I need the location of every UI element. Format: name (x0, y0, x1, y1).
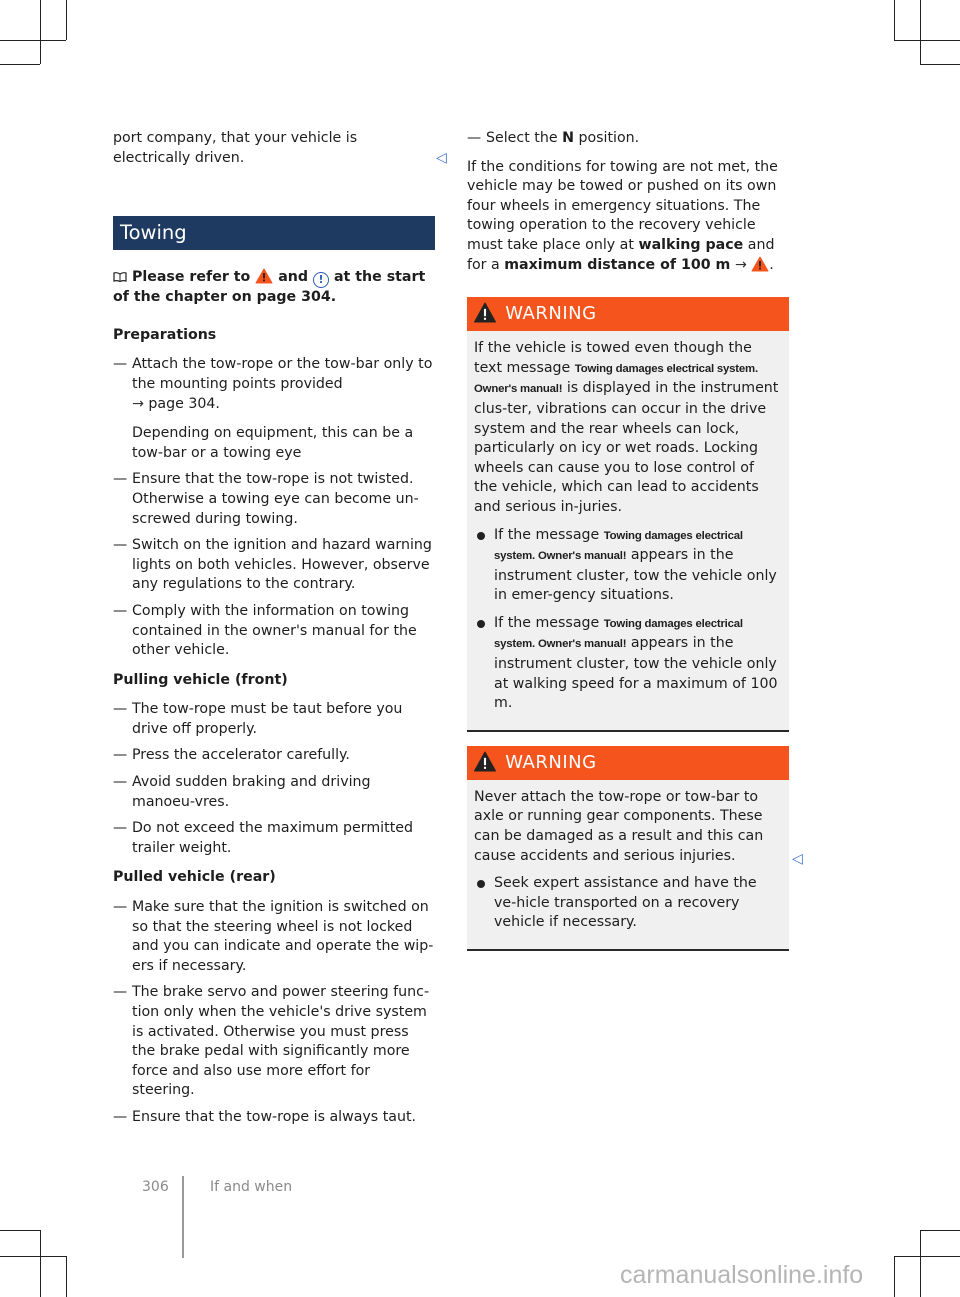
list-item: — Switch on the ignition and hazard warning lights on both vehicles. However, observe any regulations to the contrary. (113, 536, 435, 595)
reference-note: Please refer to and ! at the start of the chapter on page 304. (113, 269, 426, 306)
warning-bullet-list (474, 874, 781, 933)
warning-box (467, 746, 789, 951)
footer-divider (182, 1176, 184, 1258)
warning-triangle-icon (473, 302, 497, 323)
preparations-list (113, 355, 435, 660)
crop-mark (894, 1256, 960, 1257)
list-item: — Ensure that the tow-rope is always taut. (113, 1108, 435, 1128)
crop-mark (894, 1256, 895, 1297)
list-item: If the message Towing damages electrical system. Owner's manual! appears in the instrument cluster, tow the vehicle only at walking speed for a maximum of 100 m. (474, 614, 781, 714)
page-number: 306 (142, 1179, 169, 1195)
warning-triangle-icon (751, 256, 769, 272)
crop-mark (894, 40, 960, 41)
crop-mark (920, 1230, 921, 1297)
list-item: — Attach the tow-rope or the tow-bar only to the mounting points provided → page 304. Depending on equipment, this can be a tow-bar or a towing eye (113, 355, 435, 463)
list-item: — Press the accelerator carefully. (113, 746, 435, 766)
left-column (113, 129, 435, 1138)
crop-mark (40, 1230, 41, 1297)
warning-header (467, 297, 789, 331)
crop-mark (920, 1230, 960, 1231)
book-icon (113, 272, 127, 282)
section-end-icon: ◁ (792, 851, 803, 867)
section-end-icon: ◁ (436, 150, 447, 166)
warning-box (467, 297, 789, 732)
arrow-right-icon: → (734, 256, 747, 273)
right-column (467, 129, 789, 965)
warning-title: WARNING (505, 751, 597, 773)
preparations-heading: Preparations (113, 326, 217, 343)
warning-triangle-icon (473, 751, 497, 772)
crop-mark (40, 0, 41, 64)
list-item: If the message Towing damages electrical system. Owner's manual! appears in the instrument cluster, tow the vehicle only in emer-gency situations. (474, 526, 781, 606)
section-heading (113, 216, 435, 250)
watermark: carmanualsonline.info (620, 1261, 864, 1289)
crop-mark (0, 1256, 66, 1257)
warning-body (467, 780, 789, 949)
list-item: — The brake servo and power steering func-tion only when the vehicle's drive system is activated. Otherwise you must press the brake pedal with significantly more force and also use more effort for steering. (113, 983, 435, 1101)
list-item: — The tow-rope must be taut before you drive off properly. (113, 700, 435, 739)
warning-body (467, 331, 789, 730)
display-message: Towing damages electrical system. Owner's manual! (474, 362, 758, 396)
display-message: Towing damages electrical system. Owner's manual! (494, 529, 743, 563)
list-item: — Do not exceed the maximum permitted trailer weight. (113, 819, 435, 858)
crop-mark (66, 0, 67, 40)
crop-mark (0, 1230, 40, 1231)
select-position-list (467, 129, 789, 149)
warning-header (467, 746, 789, 780)
list-item: — Ensure that the tow-rope is not twisted. Otherwise a towing eye can become un-screwed during towing. (113, 470, 435, 529)
list-item: — Select the N position. (467, 129, 789, 149)
warning-paragraph: Never attach the tow-rope or tow-bar to axle or running gear components. These can be damaged as a result and this can cause accidents and serious injuries. (474, 788, 764, 864)
list-item: — Comply with the information on towing contained in the owner's manual for the other vehicle. (113, 602, 435, 661)
pulling-vehicle-heading: Pulling vehicle (front) (113, 671, 288, 688)
warning-paragraph: If the vehicle is towed even though the text message Towing damages electrical system. Owner's manual! is displayed in the instrument clus-ter, vibrations can occur in the drive system and the rear wheels can lock, particularly on icy or wet roads. Locking wheels can cause you to lose control of the vehicle, which can lead to accidents and serious in-juries. (474, 340, 779, 515)
crop-mark (0, 64, 40, 65)
crop-mark (894, 0, 895, 40)
arrow-right-icon: → (132, 395, 144, 412)
towing-conditions-paragraph: If the conditions for towing are not met, the vehicle may be towed or pushed on its own four wheels in emergency situations. The towing operation to the recovery vehicle must take place only at walking pace and for a maximum distance of 100 m → . (467, 158, 778, 273)
crop-mark (0, 40, 66, 41)
display-message: Towing damages electrical system. Owner's manual! (494, 617, 743, 651)
intro-text: port company, that your vehicle is electrically driven. (113, 130, 358, 166)
warning-title: WARNING (505, 303, 597, 325)
warning-triangle-icon (255, 268, 273, 284)
warning-bullet-list (474, 526, 781, 714)
crop-mark (920, 64, 960, 65)
list-item: Seek expert assistance and have the ve-hicle transported on a recovery vehicle if necessary. (474, 874, 781, 933)
note-circle-icon: ! (313, 272, 329, 288)
pulled-vehicle-list (113, 898, 435, 1128)
crop-mark (66, 1256, 67, 1297)
pulled-vehicle-heading: Pulled vehicle (rear) (113, 869, 276, 886)
list-item: — Avoid sudden braking and driving manoeu-vres. (113, 773, 435, 812)
list-item: — Make sure that the ignition is switched on so that the steering wheel is not locked and you can indicate and operate the wip-ers if necessary. (113, 898, 435, 976)
crop-mark (920, 0, 921, 64)
footer-section-title: If and when (210, 1179, 293, 1195)
section-heading-text: Towing (120, 221, 187, 245)
list-subparagraph: Depending on equipment, this can be a tow-bar or a towing eye (132, 425, 414, 461)
pulling-vehicle-list (113, 700, 435, 858)
